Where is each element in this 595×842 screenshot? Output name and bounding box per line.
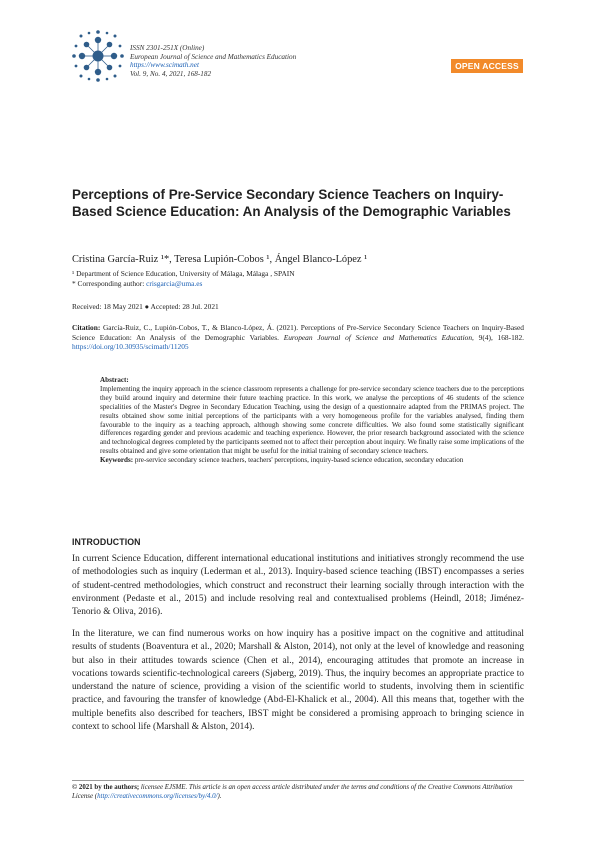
- volume-info: Vol. 9, No. 4, 2021, 168-182: [130, 69, 212, 78]
- citation-label: Citation:: [72, 323, 101, 332]
- keywords: [100, 456, 524, 465]
- corresponding-author: [72, 279, 202, 289]
- paragraph: In the literature, we can find numerous works on how inquiry has a positive impact on the cognitive and attitudinal results of students (Boaventura et al., 2020; Marshall & Alston, 2014), not only at the level of knowledge and reasoning but also in their attitudes towards science (Chen et al., 2014), encouraging attitudes that promote an increase in vocations towards scientific-technological careers (Sjøberg, 2019). Thus, the inquiry becomes an appropriate practice to understand the nature of science, providing a vision of the scientific world to students, involving them in scientific practice, and favouring the transfer of knowledge (Abd-El-Khalick et al., 2004). All this means that, together with the multiple benefits also described for teachers, IBST might be considered a promising approach to bringing science in context to school life (Marshall & Alston, 2014).: [72, 629, 524, 733]
- citation-doi[interactable]: https://doi.org/10.30935/scimath/11205: [72, 342, 189, 352]
- license-link[interactable]: http://creativecommons.org/licenses/by/4.0/: [97, 792, 218, 800]
- journal-url[interactable]: https://www.scimath.net: [130, 61, 199, 70]
- copyright: © 2021 by the authors;: [72, 784, 140, 791]
- license-footer: [72, 784, 524, 801]
- corresponding-email[interactable]: crisgarcia@uma.es: [146, 279, 203, 288]
- citation-vol: , 9(4), 168-182.: [472, 332, 525, 342]
- issn: ISSN 2301-251X (Online): [130, 44, 205, 52]
- paragraph: In current Science Education, different international educational institutions and initiatives strongly recommend the use of methodologies such as inquiry (Lederman et al., 2013). Inquiry-based science teaching (IBST) encompasses a series of student-centred methodologies, which construct and reconstruct their learning socially through interaction with the environment (Pedaste et al., 2015) and include resolving real and contextualised problems (Heindl, 2018; Jiménez-Tenorio & Oliva, 2016).: [72, 554, 524, 618]
- abstract-label: Abstract:: [100, 376, 129, 384]
- citation-text: García-Ruiz, C., Lupión-Cobos, T., & Blanco-López, Á. (2021). Perceptions of Pre-Service Secondary Science Teachers on Inquiry-Based Science Education: An Analysis of the Demographic Variables.: [72, 323, 524, 342]
- citation: [72, 323, 524, 352]
- citation-journal: European Journal of Science and Mathematics Education: [283, 332, 473, 342]
- dates: Received: 18 May 2021 ● Accepted: 28 Jul. 2021: [72, 302, 219, 311]
- corresponding-label: * Corresponding author:: [72, 279, 147, 288]
- keywords-text: pre-service secondary science teachers, teachers' perceptions, inquiry-based science education, secondary education: [133, 456, 464, 465]
- authors: Cristina García-Ruiz ¹*, Teresa Lupión-Cobos ¹, Ángel Blanco-López ¹: [72, 254, 368, 265]
- open-access-badge: OPEN ACCESS: [451, 59, 523, 73]
- affiliation: ¹ Department of Science Education, University of Málaga, Málaga , SPAIN: [72, 269, 295, 278]
- abstract-text: Implementing the inquiry approach in the science classroom represents a challenge for pre-service secondary science teachers due to the perceptions they build around inquiry and determine their future teaching practice. In this work, we analyse the perceptions of 46 students of the science specialities of the Master's Degree in Secondary Education Teaching, using the design of a questionnaire adapted from the PRIMAS project. The results obtained show some initial perceptions of the participants with a very homogeneous profile for the variables analysed, finding them favourable to the inquiry as a teaching approach, although showing some concrete difficulties. We also found some statistically significant differences regarding gender and previous academic and teaching experience. However, the prior research background associated with the science and technological degrees completed by the participants seemed not to affect their perception about inquiry. We finally raise some implications of the results obtained and give some orientation that might be useful for the initial training of secondary science teachers.: [100, 384, 524, 456]
- license-text: licensee EJSME. This article is an open access article distributed under the terms and conditions of the Creative Commons Attribution License (: [72, 784, 513, 800]
- keywords-label: Keywords:: [100, 456, 134, 465]
- section-heading-introduction: INTRODUCTION: [72, 537, 141, 547]
- journal-name: European Journal of Science and Mathematics Education: [130, 52, 297, 61]
- journal-header: [130, 44, 296, 78]
- abstract: [100, 376, 524, 465]
- footer-divider: [72, 780, 524, 781]
- license-end: ).: [217, 792, 222, 800]
- journal-logo: [70, 28, 126, 84]
- paper-title: Perceptions of Pre-Service Secondary Science Teachers on Inquiry-Based Science Education: An Analysis of the Demographic Variables: [72, 187, 511, 219]
